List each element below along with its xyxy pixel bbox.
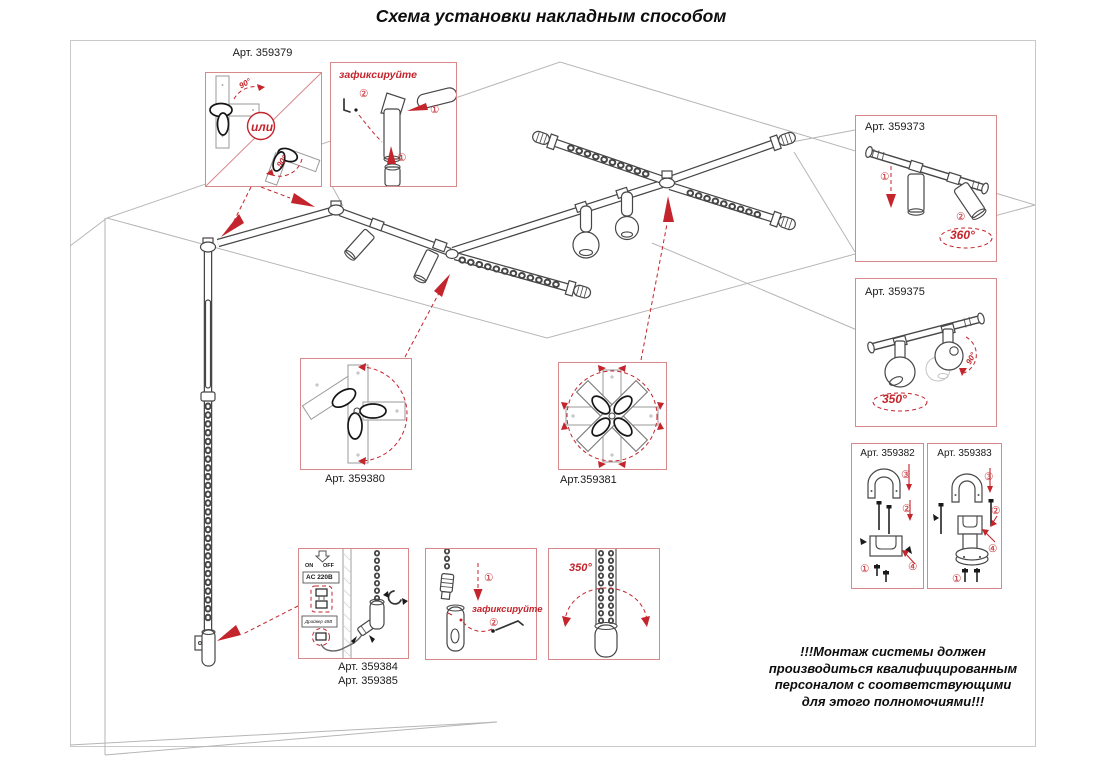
cross-connector (660, 171, 675, 188)
saddle-block (958, 516, 982, 534)
ac-voltage: AC 220В (306, 574, 333, 581)
spot-cylinder-vertical (908, 174, 924, 212)
u-bracket (868, 469, 900, 498)
fix-caption: зафиксируйте (472, 604, 543, 615)
spot-bar-drawing (856, 116, 996, 261)
step-2: ② (359, 88, 369, 100)
label-art-359375: Арт. 359375 (865, 286, 925, 298)
step-1: ① (952, 573, 962, 585)
angle-90-bottom: 90° (274, 153, 290, 170)
step-1: ① (484, 572, 494, 584)
page-title: Схема установки накладным способом (375, 6, 727, 26)
u-bracket (952, 474, 982, 502)
step-1: ① (880, 171, 890, 183)
step-1-bottom: ① (397, 152, 407, 164)
allen-key (344, 99, 350, 112)
step-2: ② (956, 211, 966, 223)
rotation-350-drawing (549, 549, 659, 659)
power-down-arrow-icon (316, 551, 329, 562)
label-art-359385: Арт. 359385 (338, 675, 398, 687)
anchors (962, 568, 980, 582)
driver-label: Драйвер 48В (305, 619, 333, 624)
label-art-359381: Арт.359381 (560, 474, 617, 486)
label-art-359384: Арт. 359384 (338, 661, 398, 673)
callout-art-359375 (855, 278, 997, 427)
callout-rotation-350 (548, 548, 660, 660)
step-2: ② (902, 503, 912, 515)
t-plate-drawing (301, 359, 411, 469)
label-art-359382: Арт. 359382 (860, 448, 915, 459)
callout-art-359373 (855, 115, 997, 262)
label-art-359379: Арт. 359379 (232, 47, 293, 59)
step-4: ④ (988, 543, 998, 555)
cross-plate-drawing (559, 363, 666, 469)
off-label: OFF (323, 563, 334, 569)
warning-line-3: персоналом с соответствующими (774, 677, 1012, 692)
drop-bar-junction (446, 250, 458, 259)
end-cap-drop-bar (565, 281, 592, 301)
corner-elbow-left (201, 238, 216, 252)
angle-350: 350° (882, 392, 907, 406)
callout-art-359381 (558, 362, 667, 470)
spotlight-2 (413, 249, 439, 284)
step-3: ③ (901, 469, 911, 481)
angle-350: 350° (569, 562, 592, 574)
step-1: ① (860, 563, 870, 575)
anchors (874, 564, 889, 582)
arrow-insert-down (474, 589, 483, 601)
allen-key (496, 621, 523, 630)
rotation-arc (565, 588, 647, 623)
label-art-359373: Арт. 359373 (865, 121, 925, 133)
arrow-down (886, 194, 896, 208)
corner-elbow-top (329, 201, 344, 215)
warning-line-1: !!!Монтаж системы должен (800, 644, 986, 659)
or-text: или (250, 120, 274, 134)
saddle-block (870, 536, 902, 556)
step-2: ② (991, 505, 1001, 517)
fix-caption: зафиксируйте (339, 69, 417, 81)
warning-line-4: для этого полномочиями!!! (801, 693, 985, 709)
step-1-right: ① (430, 104, 440, 116)
mount-screws (877, 501, 892, 534)
on-label: ON (305, 563, 314, 569)
callout-art-359383 (927, 443, 1002, 589)
callout-fixation-bottom (425, 548, 543, 660)
ball-lamp-right (935, 342, 963, 370)
ball-bar-drawing (856, 279, 996, 426)
callout-power-driver (298, 548, 409, 659)
callout-art-359379 (205, 72, 322, 187)
power-connection-drawing (299, 549, 408, 658)
spotlight-1 (343, 229, 375, 262)
angle-360: 360° (950, 228, 975, 242)
callout-art-359382 (851, 443, 924, 589)
step-2: ② (489, 617, 499, 629)
warning-line-2: производиться квалифицированным (768, 660, 1018, 676)
callout-art-359380 (300, 358, 412, 470)
c-clip (389, 591, 401, 604)
end-cap-se (770, 211, 797, 232)
plug-output (316, 633, 326, 640)
fixation-top-drawing (331, 63, 456, 186)
callout-fixation-top (330, 62, 457, 187)
step-3: ③ (984, 471, 994, 483)
wall-hatch (343, 553, 351, 657)
label-art-359380: Арт. 359380 (325, 473, 385, 485)
male-connector (439, 573, 454, 599)
installation-warning (728, 644, 1058, 710)
slot-oval-horizontal (360, 404, 386, 418)
label-art-359383: Арт. 359383 (937, 448, 992, 459)
angle-90: 90° (964, 351, 978, 366)
angle-90-top: 90° (237, 76, 253, 91)
end-cap-nw (531, 129, 558, 150)
base-disc (956, 548, 988, 560)
corner-bracket-variant-2 (265, 145, 319, 186)
plug-lower (316, 601, 327, 608)
step-4: ④ (908, 561, 918, 573)
plug-upper (316, 589, 327, 596)
slot-oval-vertical (348, 413, 362, 439)
